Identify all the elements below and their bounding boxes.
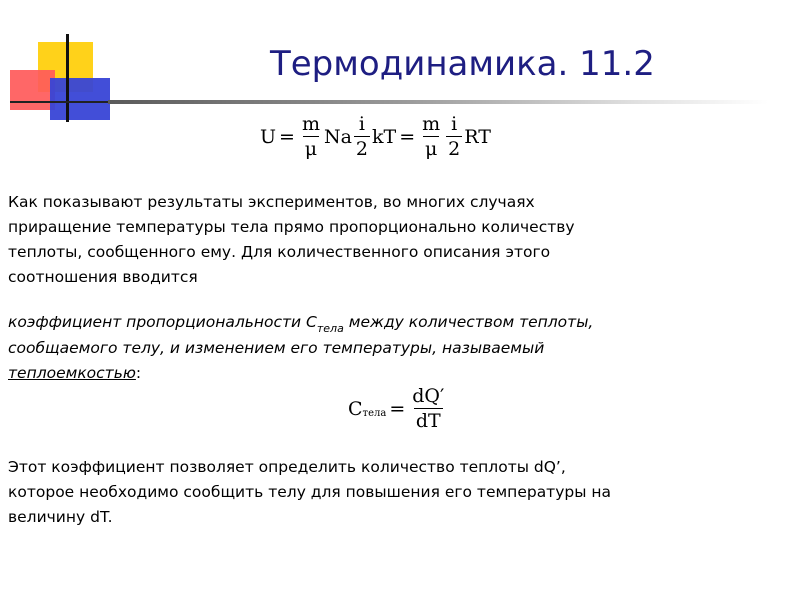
paragraph-line: сообщаемого телу, и изменением его температуры, называемый — [8, 339, 545, 357]
logo-blue-square — [50, 78, 110, 120]
conclusion-paragraph — [8, 455, 611, 530]
fraction-denominator: 2 — [355, 138, 369, 160]
formula-symbol: kT — [372, 125, 397, 148]
fraction-numerator: m — [422, 113, 441, 135]
formula-fraction — [410, 385, 446, 432]
formula-operator: = — [399, 125, 416, 148]
slide-title: Термодинамика. 11.2 — [270, 44, 655, 84]
formula-symbol: Na — [323, 125, 352, 148]
formula-fraction — [354, 113, 370, 160]
definition-text: коэффициент пропорциональности С — [8, 313, 317, 331]
fraction-numerator: dQ′ — [412, 385, 445, 407]
formula-symbol: RT — [464, 125, 491, 148]
fraction-denominator: μ — [424, 138, 438, 160]
fraction-denominator: μ — [304, 138, 318, 160]
subscript-body: тела — [316, 322, 344, 335]
fraction-numerator: i — [451, 113, 458, 135]
paragraph-line — [8, 310, 593, 336]
title-rule — [108, 100, 768, 104]
fraction-denominator: dT — [415, 410, 441, 432]
definition-paragraph — [8, 310, 593, 386]
intro-paragraph — [8, 190, 575, 290]
formula-fraction — [446, 113, 462, 160]
fraction-denominator: 2 — [448, 138, 461, 160]
paragraph-line: Этот коэффициент позволяет определить количество теплоты dQ’, — [8, 458, 566, 476]
formula-fraction — [420, 113, 442, 160]
paragraph-line: соотношения вводится — [8, 268, 198, 286]
paragraph-line — [8, 361, 593, 386]
internal-energy-formula — [260, 113, 491, 160]
formula-fraction — [300, 113, 322, 160]
paragraph-line: величину dT. — [8, 508, 113, 526]
logo-red-square — [10, 70, 55, 110]
paragraph-line: которое необходимо сообщить телу для повышения его температуры на — [8, 483, 612, 501]
formula-symbol: C — [348, 397, 363, 420]
formula-operator: = — [389, 397, 406, 420]
logo-vertical-line — [66, 34, 69, 122]
definition-text: между количеством теплоты, — [343, 313, 594, 331]
logo-horizontal-line — [10, 101, 110, 103]
formula-symbol: U — [260, 125, 277, 148]
formula-operator: = — [279, 125, 295, 148]
paragraph-line: теплоты, сообщенного ему. Для количественного описания этого — [8, 243, 551, 261]
paragraph-line: приращение температуры тела прямо пропорционально количеству — [8, 218, 575, 236]
formula-subscript: тела — [362, 408, 387, 419]
colon: : — [135, 364, 142, 382]
paragraph-line: Как показывают результаты экспериментов, во многих случаях — [8, 193, 535, 211]
fraction-numerator: m — [301, 113, 320, 135]
heat-capacity-formula — [348, 385, 448, 432]
term-heat-capacity: теплоемкостью — [8, 364, 136, 382]
fraction-numerator: i — [358, 113, 365, 135]
